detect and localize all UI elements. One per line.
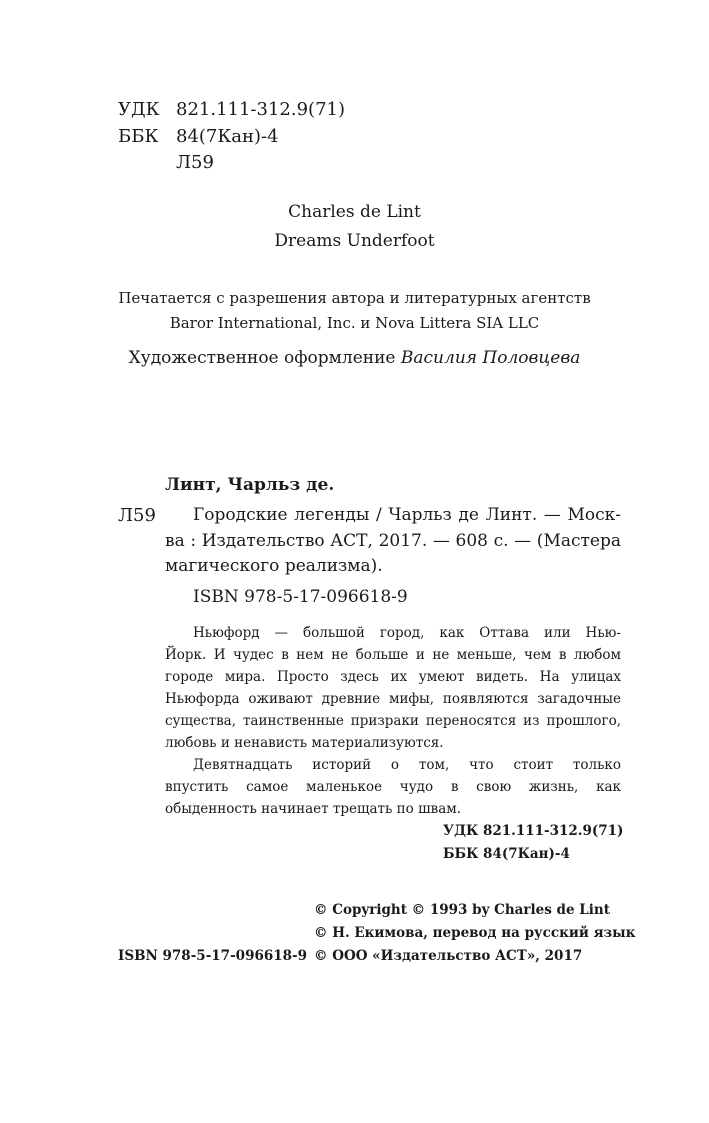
udk-value: 821.111-312.9(71) bbox=[176, 99, 345, 120]
annotation-line: Йорк. И чудес в нем не больше и не меньше, чем в любом bbox=[165, 647, 621, 663]
annotation-line: Девятнадцать историй о том, что стоит только bbox=[193, 757, 621, 773]
design-credit bbox=[0, 348, 709, 368]
catalog-desc-last: магического реализма). bbox=[165, 556, 383, 576]
bbk-label: ББК bbox=[118, 126, 159, 147]
catalog-mark: Л59 bbox=[118, 505, 156, 526]
copyright-line: © ООО «Издательство АСТ», 2017 bbox=[314, 948, 583, 964]
annotation-line: Ньюфорда оживают древние мифы, появляются загадочные bbox=[165, 691, 621, 707]
catalog-isbn: ISBN 978-5-17-096618-9 bbox=[193, 587, 408, 607]
original-title: Dreams Underfoot bbox=[274, 231, 435, 251]
annotation-bbk: ББК 84(7Кан)-4 bbox=[443, 846, 570, 862]
bbk-value: 84(7Кан)-4 bbox=[176, 126, 279, 147]
copyright-line: © Н. Екимова, перевод на русский язык bbox=[314, 925, 636, 941]
annotation-line: городе мира. Просто здесь их умеют видеть. На улицах bbox=[165, 669, 621, 685]
annotation-udk: УДК 821.111-312.9(71) bbox=[443, 823, 624, 839]
footer-isbn: ISBN 978-5-17-096618-9 bbox=[118, 948, 308, 964]
catalog-desc-line: ва : Издательство АСТ, 2017. — 608 с. — (Мастера bbox=[165, 531, 621, 551]
permission-line-2: Baror International, Inc. и Nova Littera SIA LLC bbox=[169, 314, 540, 332]
annotation-line-last: обыденность начинает трещать по швам. bbox=[165, 801, 462, 817]
author-mark: Л59 bbox=[176, 152, 214, 173]
udk-label: УДК bbox=[118, 99, 160, 120]
annotation-line-last: любовь и ненависть материализуются. bbox=[165, 735, 444, 751]
catalog-heading: Линт, Чарльз де. bbox=[165, 475, 335, 495]
annotation-line: Ньюфорд — большой город, как Оттава или Нью- bbox=[193, 625, 621, 641]
original-author: Charles de Lint bbox=[288, 202, 421, 222]
annotation-line: существа, таинственные призраки переносятся из прошлого, bbox=[165, 713, 621, 729]
copyright-line: © Copyright © 1993 by Charles de Lint bbox=[314, 902, 610, 918]
catalog-desc-line: Городские легенды / Чарльз де Линт. — Моск- bbox=[193, 505, 621, 525]
design-artist: Василия Половцева bbox=[400, 348, 581, 368]
design-prefix: Художественное оформление bbox=[128, 348, 396, 368]
permission-line-1: Печатается с разрешения автора и литературных агентств bbox=[118, 289, 591, 307]
annotation-line: впустить самое маленькое чудо в свою жизнь, как bbox=[165, 779, 621, 795]
